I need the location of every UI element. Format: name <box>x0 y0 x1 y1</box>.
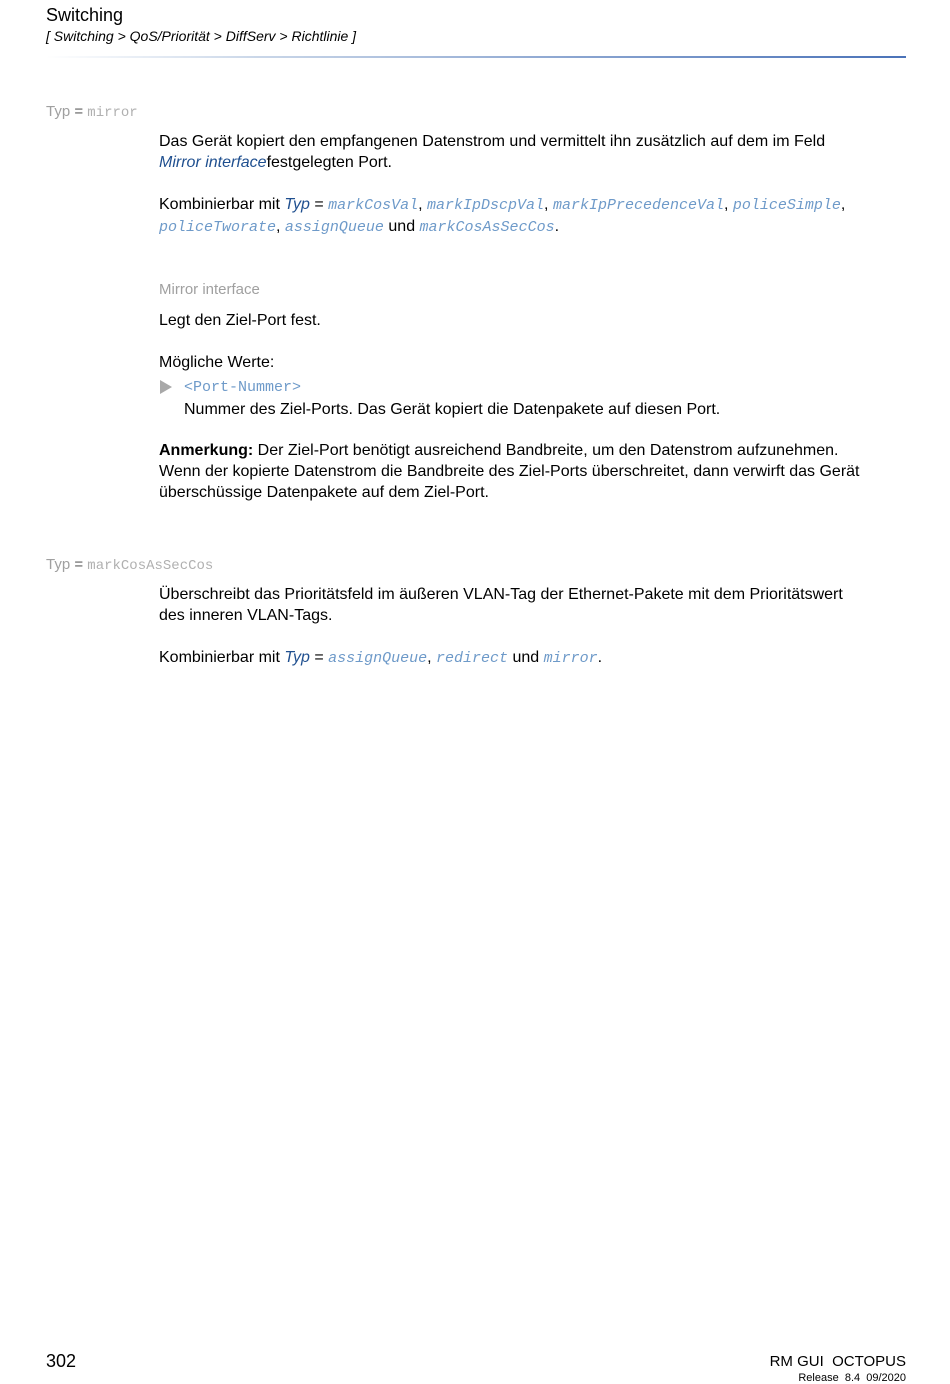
combo-item-redirect[interactable]: redirect <box>436 650 509 667</box>
combo-eq: = <box>309 196 329 213</box>
mirror-desc-part1: Das Gerät kopiert den empfangenen Datenstrom und vermittelt ihn zusätzlich auf dem im Feld <box>159 133 826 150</box>
markcos-desc-line2: des inneren VLAN-Tags. <box>159 607 333 624</box>
page-number: 302 <box>46 1351 77 1371</box>
note-line2: Wenn der kopierte Datenstrom die Bandbreite des Ziel-Ports überschreitet, dann verwirft das Gerät <box>159 463 860 480</box>
combo-item-assignqueue[interactable]: assignQueue <box>284 219 384 236</box>
note-block <box>159 440 909 503</box>
param-value-mirror: mirror <box>87 105 138 121</box>
param-label-typ: Typ <box>46 556 71 573</box>
combo-end: . <box>597 649 603 666</box>
option-port-number-desc: Nummer des Ziel-Ports. Das Gerät kopiert die Datenpakete auf diesen Port. <box>184 401 721 418</box>
combo-item-markipdscpval[interactable]: markIpDscpVal <box>427 197 545 214</box>
mirror-desc-part2: festgelegten Port. <box>266 154 392 171</box>
breadcrumb: [ Switching > QoS/Priorität > DiffServ > Richtlinie ] <box>46 28 357 44</box>
header-divider <box>46 56 906 58</box>
mirror-description <box>159 131 909 173</box>
param-label-markcosassec <box>46 556 213 574</box>
markcos-desc-line1: Überschreibt das Prioritätsfeld im äußeren VLAN-Tag der Ethernet-Pakete mit dem Prioritätswert <box>159 586 843 603</box>
combo-and: und <box>508 649 544 666</box>
combo-typ-link[interactable]: Typ <box>284 196 310 213</box>
markcos-description <box>159 584 909 626</box>
document-title: RM GUI OCTOPUS <box>769 1353 906 1370</box>
combo-prefix: Kombinierbar mit <box>159 196 280 213</box>
mirror-interface-heading: Mirror interface <box>159 281 260 298</box>
combo-item-assignqueue[interactable]: assignQueue <box>328 650 428 667</box>
param-label-mirror <box>46 103 138 121</box>
combo-sep: , <box>544 196 553 213</box>
combo-typ-link[interactable]: Typ <box>284 649 310 666</box>
note-label: Anmerkung: <box>159 442 254 459</box>
param-label-eq: = <box>74 103 84 120</box>
param-label-typ: Typ <box>46 103 71 120</box>
note-line3: überschüssige Datenpakete auf dem Ziel-Port. <box>159 484 489 501</box>
option-port-number: <Port-Nummer> <box>184 379 302 396</box>
mirror-interface-link[interactable]: Mirror interface <box>159 154 267 171</box>
possible-values-label: Mögliche Werte: <box>159 354 275 371</box>
combo-sep: , <box>723 196 733 213</box>
param-label-eq: = <box>74 556 84 573</box>
mirror-combinable <box>159 194 909 238</box>
combo-eq: = <box>309 649 329 666</box>
bullet-triangle-icon <box>160 380 172 394</box>
combo-item-policesimple[interactable]: policeSimple <box>732 197 841 214</box>
combo-sep: , <box>427 649 437 666</box>
combo-item-markcosval[interactable]: markCosVal <box>328 197 419 214</box>
param-value-markcosassec: markCosAsSecCos <box>87 558 214 574</box>
note-line1: Der Ziel-Port benötigt ausreichend Bandbreite, um den Datenstrom aufzunehmen. <box>253 442 839 459</box>
combo-sep: , <box>276 218 285 235</box>
combo-prefix: Kombinierbar mit <box>159 649 280 666</box>
page-header-title: Switching <box>46 5 124 25</box>
markcos-combinable <box>159 647 909 669</box>
combo-sep: , <box>840 196 846 213</box>
combo-item-mirror[interactable]: mirror <box>543 650 598 667</box>
combo-item-policetworate[interactable]: policeTworate <box>159 219 277 236</box>
combo-end: . <box>554 218 560 235</box>
release-info: Release 8.4 09/2020 <box>798 1372 906 1384</box>
combo-and: und <box>383 218 420 235</box>
combo-sep: , <box>418 196 428 213</box>
mirror-interface-desc: Legt den Ziel-Port fest. <box>159 312 321 329</box>
combo-item-markcosassec[interactable]: markCosAsSecCos <box>419 219 555 236</box>
combo-item-markipprecedenceval[interactable]: markIpPrecedenceVal <box>552 197 724 214</box>
